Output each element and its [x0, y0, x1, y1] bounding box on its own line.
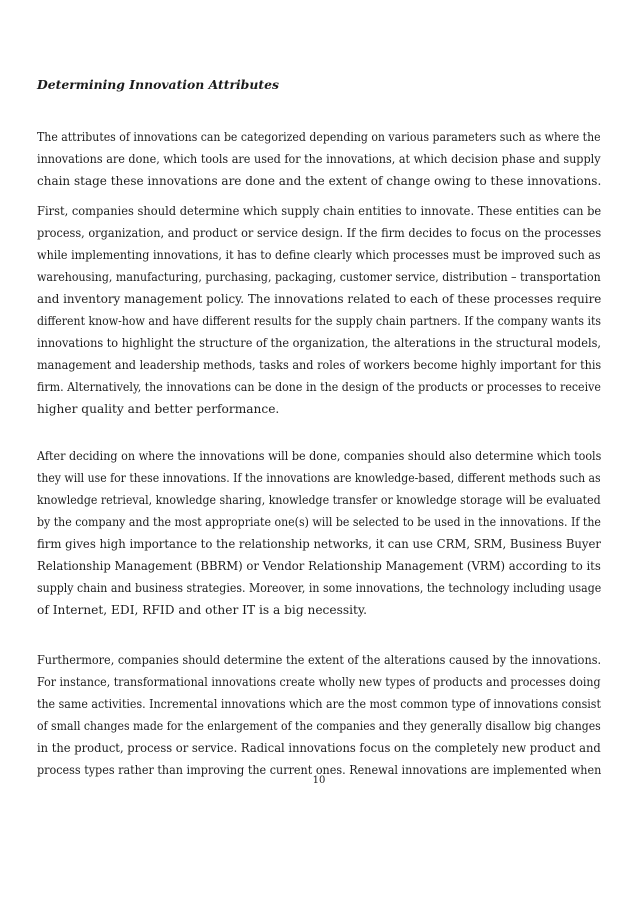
text-line: they will use for these innovations. If the innovations are knowledge-based, different methods such as — [37, 471, 601, 485]
text-line: innovations to highlight the structure of the organization, the alterations in the structural models, — [37, 336, 601, 350]
text-line: After deciding on where the innovations will be done, companies should also determine which tools — [37, 449, 602, 463]
text-line: in the product, process or service. Radical innovations focus on the completely new product and — [37, 741, 601, 755]
text-line: First, companies should determine which supply chain entities to innovate. These entities can be — [37, 204, 602, 218]
text-line: The attributes of innovations can be categorized depending on various parameters such as where the — [37, 130, 601, 144]
text-line: the same activities. Incremental innovations which are the most common type of innovations consist — [37, 697, 601, 711]
text-line: Relationship Management (BBRM) or Vendor Relationship Management (VRM) according to its — [37, 559, 601, 573]
text-line: firm gives high importance to the relationship networks, it can use CRM, SRM, Business Buyer — [37, 537, 601, 551]
text-line: of small changes made for the enlargement of the companies and they generally disallow big changes — [37, 719, 601, 733]
text-line: innovations are done, which tools are used for the innovations, at which decision phase and supply — [37, 152, 601, 166]
text-line: of Internet, EDI, RFID and other IT is a big necessity. — [37, 603, 368, 617]
page-number: 10 — [312, 775, 326, 786]
text-line: higher quality and better performance. — [37, 402, 280, 416]
text-line: management and leadership methods, tasks and roles of workers become highly important for this — [37, 358, 602, 372]
text-line: and inventory management policy. The innovations related to each of these processes require — [37, 292, 602, 306]
text-line: process types rather than improving the current ones. Renewal innovations are implemented when — [37, 763, 602, 777]
text-line: warehousing, manufacturing, purchasing, packaging, customer service, distribution – transportation — [37, 270, 601, 284]
text-line: different know-how and have different results for the supply chain partners. If the company wants its — [37, 314, 602, 328]
section-heading: Determining Innovation Attributes — [37, 77, 279, 92]
text-line: by the company and the most appropriate one(s) will be selected to be used in the innovations. If the — [37, 515, 601, 529]
text-line: knowledge retrieval, knowledge sharing, knowledge transfer or knowledge storage will be evaluated — [37, 493, 601, 507]
text-line: chain stage these innovations are done and the extent of change owing to these innovations. — [37, 174, 602, 188]
text-line: supply chain and business strategies. Moreover, in some innovations, the technology including usage — [37, 581, 602, 595]
text-line: firm. Alternatively, the innovations can be done in the design of the products or processes to receive — [37, 380, 601, 394]
text-line: process, organization, and product or service design. If the firm decides to focus on the processes — [37, 226, 602, 240]
text-line: while implementing innovations, it has to define clearly which processes must be improved such as — [37, 248, 601, 262]
text-line: For instance, transformational innovations create wholly new types of products and processes doing — [37, 675, 601, 689]
text-line: Furthermore, companies should determine the extent of the alterations caused by the innovations. — [37, 653, 602, 667]
